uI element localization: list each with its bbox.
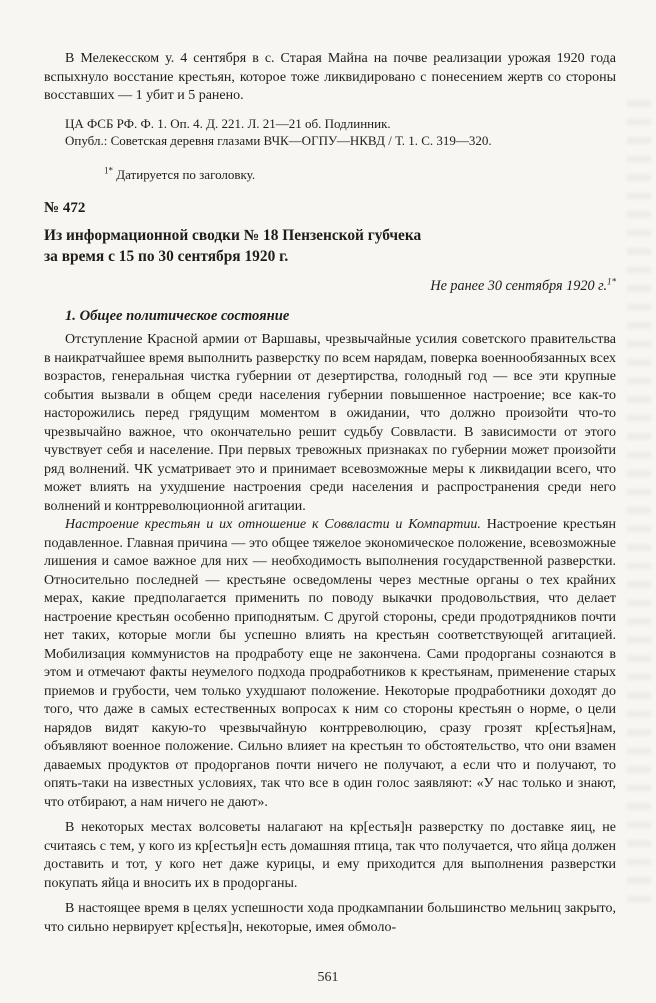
document-number: № 472 [44,199,86,216]
document-472 [44,199,616,938]
document-title-line-2: за время с 15 по 30 сентября 1920 г. [44,247,289,265]
footnote-marker: 1* [104,165,113,176]
paragraph-3: В некоторых местах волсоветы налагают на кр[естья]н разверстку по доставке яиц, не считаясь с тем, у кого из кр[естья]н есть домашняя птица, так что получается, что яйца должен доставить и тот, у кого нет даже курицы, и ему приходится для выполнения разверстки покупать яйца и вносить их в продорганы. [44,820,616,891]
page-bleedthrough-artifact [627,100,651,908]
document-title [44,226,616,267]
dateline-footnote-marker: 1* [607,276,616,287]
dateline [44,277,616,296]
previous-document-end [44,50,616,183]
previous-document-closing-paragraph: В Мелекесском у. 4 сентября в с. Старая Майна на почве реализации урожая 1920 года вспыхнуло восстание крестьян, которое тоже ликвидировано с понесением жертв со стороны восставших — 1 убит и 5 ранено. [44,51,616,103]
paragraph-2-body: Настроение крестьян подавленное. Главная причина — это общее тяжелое экономическое положение, всевозможные лишения и самое важное для них — необходимость выполнения государственной разверстки. Относительно последней — крестьяне осведомлены через местные органы о тех крайних мерах, какие предполагается применить по поводу выкачки продовольствия, что делает настроение крестьян особенно приподнятым. С другой стороны, среди продотрядников почти нет таких, которые могли бы успешно влиять на крестьян соответствующей агитацией. Мобилизация коммунистов на продработу еще не закончена. Сами продорганы сознаются в этом и отмечают факты неумелого подхода продработников к крестьянам, применение старых приемов и грубости, чем только ухудшают положение. Некоторые продработники доходят до того, что даже в самых естественных вопросах к ним со стороны крестьян о норме, о цели нарядов видят какую-то чрезвычайную контрреволюцию, сразу грозят кр[естья]нам, объявляют военное положение. Сильно влияет на крестьян то обстоятельство, что они взамен даваемых продуктов от продорганов почти ничего не получают, а если что и получают, то опять-таки на известных условиях, так что все в один голос заявляют: «У нас только и знают, что отбирают, а нам ничего не дают». [44,517,617,810]
source-block [65,115,616,149]
footnote [104,167,616,183]
section-heading: 1. Общее политическое состояние [65,307,290,324]
paragraph-2 [44,516,616,812]
document-title-line-1: Из информационной сводки № 18 Пензенской губчека [44,227,422,245]
paragraph-1: Отступление Красной армии от Варшавы, чрезвычайные усилия советского правительства в наикратчайшее время выполнить разверстку по всем нарядам, поверка военнообязанных всех возрастов, генеральная чистка губернии от дезертирства, голодный год — все эти крупные события вызвали в общем среди населения губернии повышенное настроение; все как-то насторожились перед грядущим моментом в ожидании, что должно произойти что-то чрезвычайно важное, что окончательно решит судьбу Соввласти. В зависимости от этого чувствует себя и население. При первых тревожных признаках по губернии может произойти ряд волнений. ЧК усматривает это и принимает всевозможные меры к ликвидации всего, что может влиять на ухудшение настроения среди населения и распространения среди него волнений и контрреволюционной агитации. [44,332,616,514]
page-number: 561 [317,969,339,985]
footnote-text: Датируется по заголовку. [116,166,256,182]
paragraph-4: В настоящее время в целях успешности хода продкампании большинство мельниц закрыто, что сильно нервирует кр[естья]н, некоторые, имея обмоло- [44,901,616,935]
dateline-text: Не ранее 30 сентября 1920 г. [430,278,607,295]
paragraph-2-lead: Настроение крестьян и их отношение к Соввласти и Компартии. [65,517,481,533]
publication-reference-line: Опубл.: Советская деревня глазами ВЧК—ОГПУ—НКВД / Т. 1. С. 319—320. [65,132,492,148]
archive-reference-line: ЦА ФСБ РФ. Ф. 1. Оп. 4. Д. 221. Л. 21—21 об. Подлинник. [65,115,391,131]
